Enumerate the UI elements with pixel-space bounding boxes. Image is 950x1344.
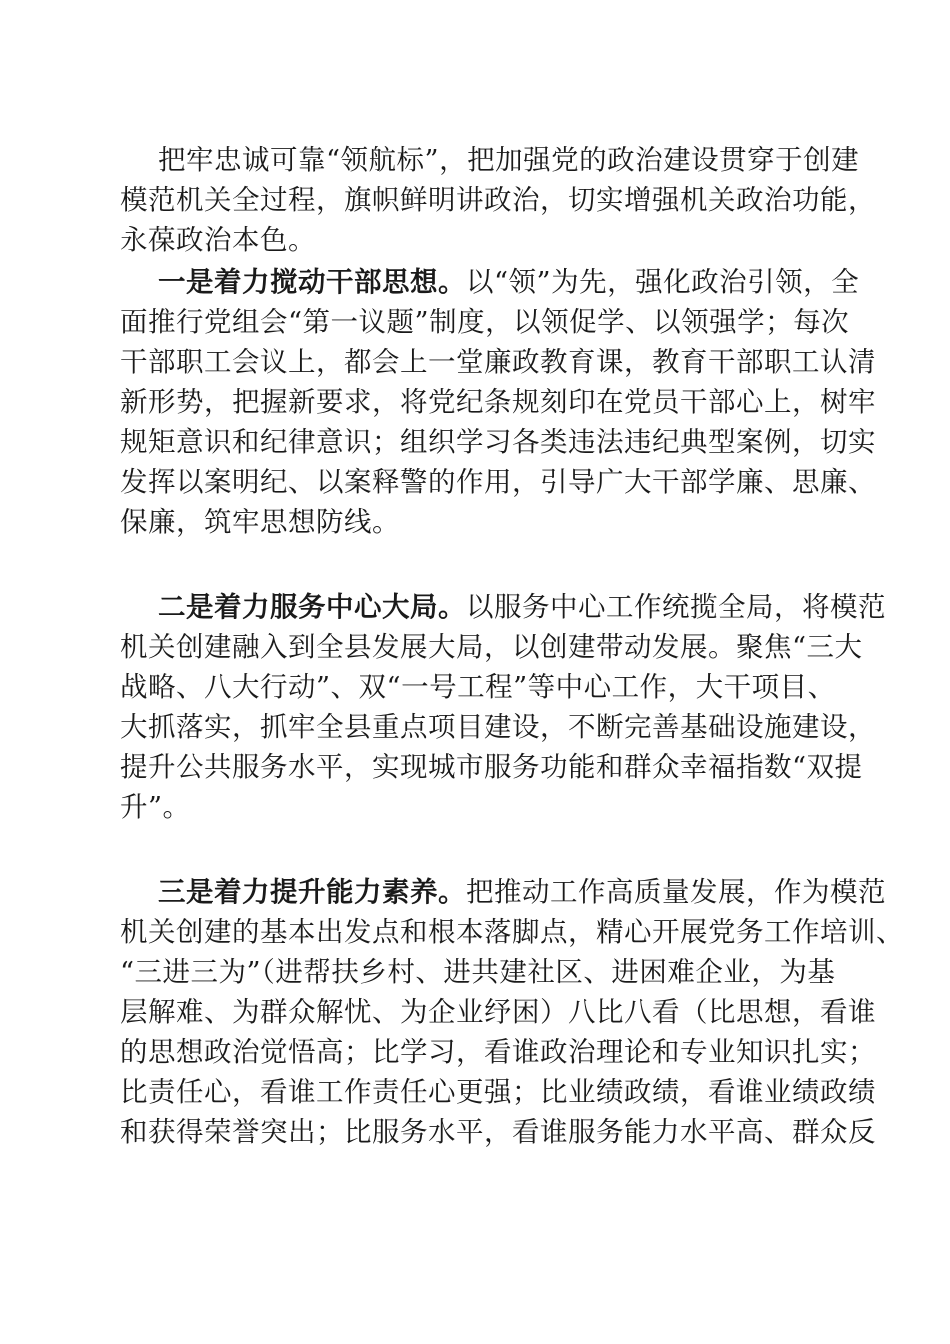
paragraph-4-line-5 xyxy=(120,1032,876,1072)
line-text: 永葆政治本色。 xyxy=(120,224,316,256)
line-text: 比责任心，看谁工作责任心更强；比业绩政绩，看谁业绩政绩 xyxy=(120,1076,876,1108)
paragraph-3-line-1 xyxy=(158,587,886,627)
paragraph-4-line-1 xyxy=(158,872,886,912)
paragraph-lead-heading: 二是着力服务中心大局。 xyxy=(158,591,466,623)
paragraph-1-line-1 xyxy=(158,140,860,180)
line-text: 升”。 xyxy=(120,791,191,823)
line-text: 以“领”为先，强化政治引领，全 xyxy=(466,266,860,298)
paragraph-4-line-3 xyxy=(120,952,840,992)
paragraph-2-line-1 xyxy=(158,262,860,302)
line-text: 发挥以案明纪、以案释警的作用，引导广大干部学廉、思廉、 xyxy=(120,466,876,498)
paragraph-1-line-2 xyxy=(120,180,876,220)
paragraph-lead-heading: 三是着力提升能力素养。 xyxy=(158,876,466,908)
paragraph-3-line-2 xyxy=(120,627,863,667)
paragraph-lead-heading: 一是着力搅动干部思想。 xyxy=(158,266,466,298)
paragraph-2-line-7 xyxy=(120,502,840,542)
line-text: 规矩意识和纪律意识；组织学习各类违法违纪典型案例，切实 xyxy=(120,426,876,458)
paragraph-2-line-2 xyxy=(120,302,850,342)
paragraph-2-line-3 xyxy=(120,342,876,382)
line-text: 把推动工作高质量发展，作为模范 xyxy=(466,876,886,908)
line-text: 大抓落实，抓牢全县重点项目建设，不断完善基础设施建设， xyxy=(120,711,876,743)
paragraph-4-line-2 xyxy=(120,912,904,952)
line-text: 和获得荣誉突出；比服务水平，看谁服务能力水平高、群众反 xyxy=(120,1116,876,1148)
paragraph-3-line-4 xyxy=(120,707,876,747)
line-text: 层解难、为群众解忧、为企业纾困）八比八看（比思想，看谁 xyxy=(120,996,876,1028)
paragraph-4-line-7 xyxy=(120,1112,876,1152)
paragraph-4-line-6 xyxy=(120,1072,876,1112)
line-text: “三进三为”（进帮扶乡村、进共建社区、进困难企业，为基 xyxy=(120,956,836,988)
line-text: 保廉，筑牢思想防线。 xyxy=(120,506,400,538)
line-text: 新形势，把握新要求，将党纪条规刻印在党员干部心上，树牢 xyxy=(120,386,876,418)
line-text: 机关创建融入到全县发展大局，以创建带动发展。聚焦“三大 xyxy=(120,631,863,663)
paragraph-3-line-3 xyxy=(120,667,840,707)
paragraph-2-line-4 xyxy=(120,382,876,422)
line-text: 干部职工会议上，都会上一堂廉政教育课，教育干部职工认清 xyxy=(120,346,876,378)
paragraph-2-line-5 xyxy=(120,422,876,462)
line-text: 以服务中心工作统揽全局，将模范 xyxy=(466,591,886,623)
line-text: 战略、八大行动”、双“一号工程”等中心工作，大干项目、 xyxy=(120,671,836,703)
paragraph-2-line-6 xyxy=(120,462,876,502)
paragraph-3-line-6 xyxy=(120,787,840,827)
line-text: 把牢忠诚可靠“领航标”，把加强党的政治建设贯穿于创建 xyxy=(158,144,860,176)
line-text: 的思想政治觉悟高；比学习，看谁政治理论和专业知识扎实； xyxy=(120,1036,876,1068)
paragraph-3-line-5 xyxy=(120,747,863,787)
paragraph-4-line-4 xyxy=(120,992,876,1032)
paragraph-1-line-3 xyxy=(120,220,840,260)
line-text: 机关创建的基本出发点和根本落脚点，精心开展党务工作培训、 xyxy=(120,916,904,948)
line-text: 模范机关全过程，旗帜鲜明讲政治，切实增强机关政治功能， xyxy=(120,184,876,216)
line-text: 提升公共服务水平，实现城市服务功能和群众幸福指数“双提 xyxy=(120,751,863,783)
line-text: 面推行党组会“第一议题”制度，以领促学、以领强学；每次 xyxy=(120,306,850,338)
